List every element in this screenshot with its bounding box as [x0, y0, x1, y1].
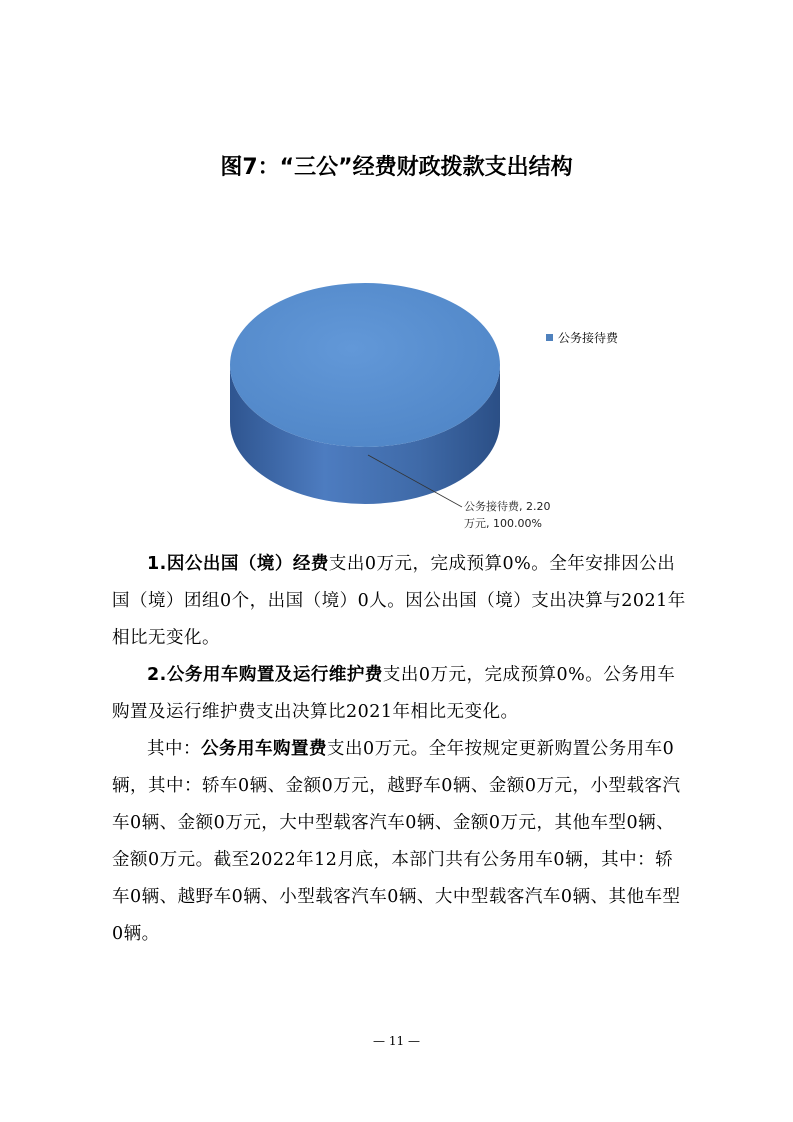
- paragraph-2-heading: 2.公务用车购置及运行维护费: [147, 665, 383, 685]
- pie-slice-gonwu-jiedai: [230, 283, 500, 447]
- body-text: [112, 546, 688, 953]
- paragraph-1-heading: 1.因公出国（境）经费: [147, 554, 329, 574]
- page-number: — 11 —: [373, 1034, 420, 1048]
- paragraph-3-heading: 公务用车购置费: [201, 739, 327, 759]
- paragraph-3-prefix: 其中：: [147, 739, 201, 759]
- chart-legend: [546, 329, 618, 346]
- legend-swatch: [546, 334, 553, 341]
- paragraph-2-text: 支出0万元，完成预算0%。公务用车购置及运行维护费支出决算比2021年相比无变化。: [112, 665, 676, 722]
- paragraph-3: [112, 731, 688, 953]
- chart-title: 图7：“三公”经费财政拨款支出结构: [220, 155, 573, 180]
- paragraph-1-text: 支出0万元，完成预算0%。全年安排因公出国（境）团组0个，出国（境）0人。因公出国（境）支出决算与2021年相比无变化。: [112, 554, 686, 648]
- paragraph-2: [112, 657, 688, 731]
- data-label-line-1: 公务接待费, 2.20: [464, 500, 551, 513]
- pie-chart: [0, 0, 793, 560]
- data-label-line-2: 万元, 100.00%: [464, 517, 542, 530]
- paragraph-1: [112, 546, 688, 657]
- pie-data-label: [464, 498, 551, 532]
- paragraph-3-text: 支出0万元。全年按规定更新购置公务用车0辆，其中：轿车0辆、金额0万元，越野车0辆、金额0万元，小型载客汽车0辆、金额0万元，大中型载客汽车0辆、金额0万元，其他车型0辆、金额0万元。截至2022年12月底，本部门共有公务用车0辆，其中：轿车0辆、越野车0辆、小型载客汽车0辆、大中型载客汽车0辆、其他车型0辆。: [112, 739, 681, 944]
- legend-label: 公务接待费: [558, 331, 619, 345]
